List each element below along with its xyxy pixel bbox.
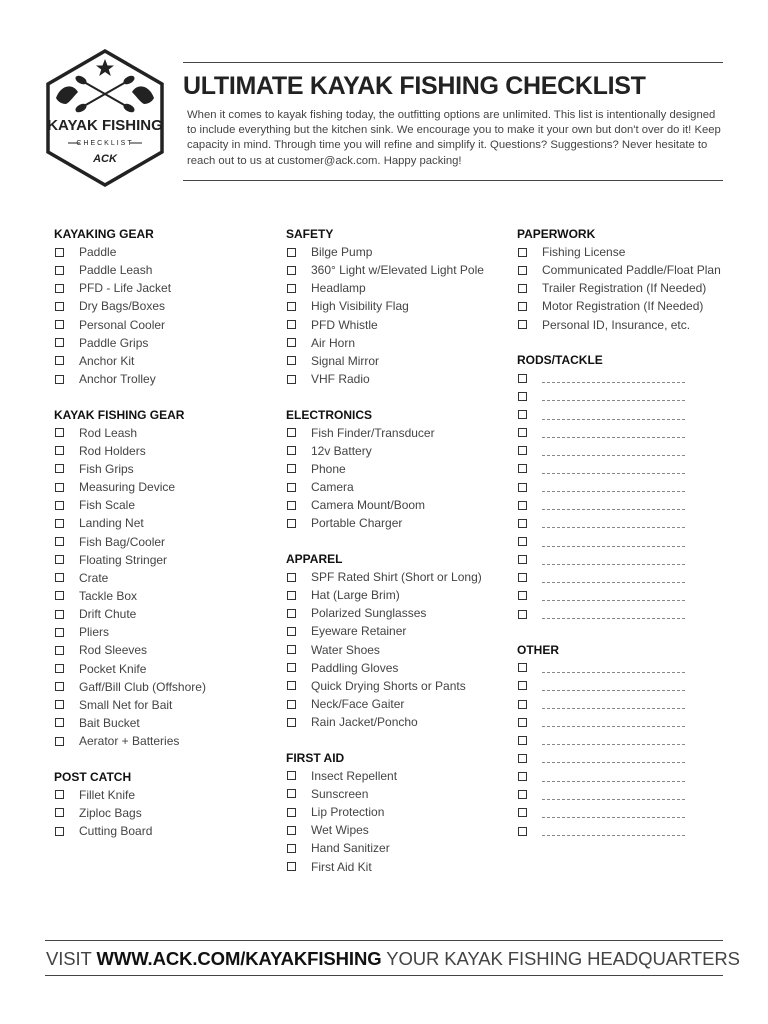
blank-write-in-line[interactable] [542,835,685,836]
blank-write-in-line[interactable] [542,527,685,528]
checkbox[interactable] [287,771,296,780]
blank-write-in-line[interactable] [542,744,685,745]
checkbox[interactable] [518,610,527,619]
checkbox[interactable] [287,826,296,835]
checklist-item [54,696,294,714]
footer-prefix: VISIT [46,948,97,969]
checklist-item-label: High Visibility Flag [311,299,409,314]
checklist-item [286,568,526,586]
blank-write-in-line[interactable] [542,546,685,547]
checklist-item [517,659,757,677]
checklist-item-label: First Aid Kit [311,859,372,874]
checklist-item [286,442,526,460]
checkbox[interactable] [55,375,64,384]
checklist-column-1 [54,225,294,858]
header-bottom-rule [183,180,723,181]
checklist-item [517,677,757,695]
section-title: APPAREL [286,551,343,566]
checklist-item [54,678,294,696]
checklist-item-label: Fishing License [542,245,626,260]
checklist-item [286,334,526,352]
checklist-item-label: Hand Sanitizer [311,841,390,856]
checklist-item [517,261,757,279]
kayak-fishing-checklist-logo [44,48,166,188]
checkbox[interactable] [55,555,64,564]
checkbox[interactable] [55,700,64,709]
checkbox[interactable] [287,519,296,528]
checklist-item-label: Personal Cooler [79,317,166,332]
checklist-item [286,677,526,695]
section-title: RODS/TACKLE [517,353,603,368]
checklist-item [286,857,526,875]
checklist-item [54,334,294,352]
blank-write-in-line[interactable] [542,672,685,673]
checklist-item-label: Headlamp [311,281,366,296]
blank-write-in-line[interactable] [542,419,685,420]
checkbox[interactable] [55,646,64,655]
checklist-item [54,424,294,442]
checkbox[interactable] [518,501,527,510]
checklist-item-label: Neck/Face Gaiter [311,697,405,712]
checklist-item [54,623,294,641]
checklist-item-label: Pliers [79,625,110,640]
checklist-section [286,406,526,533]
checklist-item-label: Rod Leash [79,425,138,440]
checkbox[interactable] [55,266,64,275]
blank-write-in-line[interactable] [542,564,685,565]
checklist-item [286,243,526,261]
checklist-item [517,460,757,478]
checklist-item-label: Cutting Board [79,824,153,838]
checkbox[interactable] [287,375,296,384]
checklist-item [517,478,757,496]
checkbox[interactable] [287,591,296,600]
checkbox[interactable] [518,320,527,329]
checklist-item [54,243,294,261]
checklist-item [54,551,294,569]
section-title: KAYAK FISHING GEAR [54,407,185,422]
checkbox[interactable] [55,610,64,619]
footer-url-link[interactable]: WWW.ACK.COM/KAYAKFISHING [96,948,382,969]
checklist-item-label: PFD - Life Jacket [79,281,172,296]
checklist-item [54,605,294,623]
blank-write-in-line[interactable] [542,708,685,709]
checkbox[interactable] [287,356,296,365]
checklist-item [286,460,526,478]
checkbox[interactable] [287,700,296,709]
checkbox[interactable] [55,808,64,817]
checkbox[interactable] [518,464,527,473]
checkbox[interactable] [55,356,64,365]
checklist-item [54,297,294,315]
checklist-item-label: Fish Bag/Cooler [79,534,166,549]
checklist-item [517,695,757,713]
checkbox[interactable] [518,700,527,709]
checklist-item [517,279,757,297]
checklist-section [286,550,526,731]
checkbox[interactable] [55,320,64,329]
checklist-item-label: Paddling Gloves [311,660,399,675]
checklist-item [286,641,526,659]
checkbox[interactable] [518,736,527,745]
checklist-item-label: Communicated Paddle/Float Plan [542,263,721,278]
checklist-item [517,405,757,423]
checkbox[interactable] [518,808,527,817]
checkbox[interactable] [518,519,527,528]
checklist-item [54,714,294,732]
checklist-item [517,605,757,623]
checklist-item [54,514,294,532]
checklist-item [286,424,526,442]
checkbox[interactable] [287,862,296,871]
checklist-item-label: Pocket Knife [79,661,147,676]
section-title: POST CATCH [54,769,132,784]
checklist-item [54,804,294,822]
blank-write-in-line[interactable] [542,762,685,763]
checkbox[interactable] [55,718,64,727]
checklist-item [54,352,294,370]
checklist-item [517,442,757,460]
checkbox[interactable] [55,790,64,799]
checkbox[interactable] [518,827,527,836]
checklist-item [286,767,526,785]
checkbox[interactable] [518,663,527,672]
checklist-item-label: Portable Charger [311,516,403,531]
checkbox[interactable] [287,483,296,492]
checklist-item-label: Fish Scale [79,498,136,513]
checkbox[interactable] [55,464,64,473]
checklist-item [517,514,757,532]
checkbox[interactable] [55,501,64,510]
checklist-item-label: 12v Battery [311,443,372,458]
checklist-item [54,659,294,677]
checklist-item [517,713,757,731]
section-title: FIRST AID [286,750,345,765]
checklist-item [286,478,526,496]
checklist-item-label: Bait Bucket [79,715,140,730]
logo-brand-text: ACK [93,153,117,165]
checklist-item [286,586,526,604]
checklist-item-label: Motor Registration (If Needed) [542,299,704,314]
checklist-item-label: Gaff/Bill Club (Offshore) [79,679,206,694]
checklist-item [54,822,294,840]
checklist-section [517,641,757,840]
checklist-item-label: Personal ID, Insurance, etc. [542,317,691,332]
checklist-item [517,243,757,261]
checklist-item-label: Sunscreen [311,786,369,801]
checkbox[interactable] [55,446,64,455]
checkbox[interactable] [287,627,296,636]
checkbox[interactable] [287,808,296,817]
checklist-item [54,370,294,388]
checklist-item [517,822,757,840]
checkbox[interactable] [518,591,527,600]
logo-subtitle-text: CHECKLIST [76,140,134,147]
checkbox[interactable] [55,248,64,257]
checklist-section [286,225,526,388]
checklist-item-label: Aerator + Batteries [79,734,180,749]
checklist-item [54,786,294,804]
checklist-section [54,225,294,388]
checklist-item-label: Ziploc Bags [79,805,142,820]
checklist-item [54,316,294,334]
checkbox[interactable] [55,737,64,746]
checklist-item [517,532,757,550]
checkbox[interactable] [55,682,64,691]
checklist-item [517,786,757,804]
checklist-item-label: VHF Radio [311,372,370,387]
checklist-item-label: Fish Finder/Transducer [311,425,435,440]
checklist-item [286,352,526,370]
checkbox[interactable] [518,410,527,419]
blank-write-in-line[interactable] [542,600,685,601]
checklist-item [286,261,526,279]
checkbox[interactable] [287,302,296,311]
blank-write-in-line[interactable] [542,400,685,401]
checklist-item-label: Paddle Leash [79,263,153,278]
checkbox[interactable] [287,501,296,510]
checkbox[interactable] [55,628,64,637]
section-title: PAPERWORK [517,227,596,241]
checkbox[interactable] [55,519,64,528]
checklist-item-label: 360° Light w/Elevated Light Pole [311,263,484,278]
checkbox[interactable] [287,718,296,727]
checklist-item-label: Anchor Trolley [79,372,156,387]
checklist-item-label: Bilge Pump [311,245,373,260]
checklist-item-label: Landing Net [79,516,144,531]
blank-write-in-line[interactable] [542,437,685,438]
checkbox[interactable] [55,338,64,347]
checklist-item [54,496,294,514]
checklist-item-label: Water Shoes [311,642,380,657]
checklist-item [54,460,294,478]
checkbox[interactable] [518,374,527,383]
blank-write-in-line[interactable] [542,781,685,782]
checklist-item [286,839,526,857]
checklist-item [54,569,294,587]
checklist-item [54,442,294,460]
checklist-item-label: Rain Jacket/Poncho [311,715,418,730]
checkbox[interactable] [518,772,527,781]
checkbox[interactable] [55,284,64,293]
blank-write-in-line[interactable] [542,726,685,727]
checklist-item [517,424,757,442]
footer-top-rule [45,940,723,941]
blank-write-in-line[interactable] [542,382,685,383]
checkbox[interactable] [518,302,527,311]
checkbox[interactable] [518,483,527,492]
blank-write-in-line[interactable] [542,473,685,474]
blank-write-in-line[interactable] [542,455,685,456]
checkbox[interactable] [287,320,296,329]
checklist-item [54,587,294,605]
checkbox[interactable] [518,718,527,727]
checklist-item-label: Fillet Knife [79,787,136,802]
checkbox[interactable] [518,790,527,799]
checkbox[interactable] [287,789,296,798]
checklist-item-label: Hat (Large Brim) [311,588,400,603]
checklist-item [54,732,294,750]
checklist-item [517,731,757,749]
checkbox[interactable] [55,591,64,600]
checklist-item [54,641,294,659]
checkbox[interactable] [287,573,296,582]
blank-write-in-line[interactable] [542,618,685,619]
checkbox[interactable] [55,573,64,582]
page-title: ULTIMATE KAYAK FISHING CHECKLIST [183,72,646,100]
checklist-item [517,587,757,605]
checklist-item-label: Dry Bags/Boxes [79,299,166,314]
checklist-item-label: Eyeware Retainer [311,624,407,639]
checklist-item-label: SPF Rated Shirt (Short or Long) [311,570,482,585]
checklist-item-label: Lip Protection [311,805,385,820]
checklist-item [517,551,757,569]
section-title: SAFETY [286,227,334,241]
checkbox[interactable] [518,428,527,437]
footer-bottom-rule [45,975,723,976]
checklist-column-3 [517,225,757,858]
checkbox[interactable] [287,464,296,473]
checklist-item-label: Air Horn [311,335,356,350]
checklist-item [286,821,526,839]
checkbox[interactable] [518,446,527,455]
checklist-item [54,279,294,297]
footer-banner [46,948,740,970]
checkbox[interactable] [287,446,296,455]
checklist-item-label: Quick Drying Shorts or Pants [311,678,466,693]
checkbox[interactable] [287,248,296,257]
blank-write-in-line[interactable] [542,817,685,818]
checklist-item [54,478,294,496]
checklist-item-label: Signal Mirror [311,353,380,368]
checklist-item-label: Anchor Kit [79,353,135,368]
checkbox[interactable] [287,645,296,654]
checklist-item [517,804,757,822]
checklist-item [286,496,526,514]
checklist-item-label: Crate [79,570,109,585]
checklist-item [54,532,294,550]
checklist-item [286,713,526,731]
checklist-item [517,749,757,767]
checkbox[interactable] [287,266,296,275]
blank-write-in-line[interactable] [542,491,685,492]
checklist-item [286,604,526,622]
checklist-item-label: Wet Wipes [311,823,369,838]
checklist-item [286,370,526,388]
checklist-item-label: Trailer Registration (If Needed) [542,281,707,296]
footer-suffix: YOUR KAYAK FISHING HEADQUARTERS [381,948,740,969]
section-title: ELECTRONICS [286,407,373,422]
checklist-section [286,749,526,876]
checklist-item-label: Paddle [79,245,117,260]
header-top-rule [183,62,723,63]
checklist-item [286,785,526,803]
checklist-item [286,659,526,677]
checklist-section [517,351,757,623]
section-title: KAYAKING GEAR [54,227,154,241]
checklist-section [54,768,294,840]
checklist-item-label: Camera [311,480,354,495]
checklist-item [286,279,526,297]
section-title: OTHER [517,642,559,657]
logo-title-text: KAYAK FISHING [47,117,163,134]
checklist-item-label: Floating Stringer [79,552,168,567]
checklist-section [54,406,294,751]
checklist-item-label: Camera Mount/Boom [311,498,426,513]
checkbox[interactable] [55,827,64,836]
checkbox[interactable] [518,248,527,257]
checkbox[interactable] [518,537,527,546]
checklist-item [517,387,757,405]
intro-paragraph: When it comes to kayak fishing today, the outfitting options are unlimited. This list is intentionally designed to include everything but the kitchen sink. We encourage you to make it your own but don't over do it! Keep capacity in mind. Through time you will refine and simplify it. Questions? Suggestions? Never hesitate to reach out to us at customer@ack.com. Happy packing! [187,109,721,167]
checkbox[interactable] [518,754,527,763]
checklist-item [517,768,757,786]
checklist-item-label: Paddle Grips [79,335,149,350]
checkbox[interactable] [287,428,296,437]
checklist-item [517,316,757,334]
checkbox[interactable] [287,609,296,618]
checkbox[interactable] [287,844,296,853]
checkbox[interactable] [518,266,527,275]
checklist-item [286,514,526,532]
checkbox[interactable] [55,483,64,492]
checkbox[interactable] [55,664,64,673]
checklist-item-label: Small Net for Bait [79,697,173,712]
checkbox[interactable] [55,302,64,311]
checklist-section [517,225,757,334]
checkbox[interactable] [518,681,527,690]
checklist-item-label: Insect Repellent [311,768,398,783]
checklist-item [517,369,757,387]
checkbox[interactable] [518,392,527,401]
checklist-item-label: Rod Holders [79,443,146,458]
checklist-item-label: Tackle Box [79,588,138,603]
checklist-column-2 [286,225,526,893]
checklist-item [54,261,294,279]
checklist-item-label: Polarized Sunglasses [311,606,427,621]
checklist-item [286,622,526,640]
checklist-item [286,803,526,821]
checklist-item-label: Phone [311,461,346,476]
checkbox[interactable] [287,338,296,347]
checklist-item [517,496,757,514]
checklist-item [286,297,526,315]
checklist-item [517,297,757,315]
checklist-item-label: Rod Sleeves [79,643,148,658]
blank-write-in-line[interactable] [542,509,685,510]
checklist-item [286,695,526,713]
checkbox[interactable] [518,555,527,564]
checkbox[interactable] [287,681,296,690]
checklist-item-label: PFD Whistle [311,317,378,332]
checkbox[interactable] [55,537,64,546]
blank-write-in-line[interactable] [542,582,685,583]
checkbox[interactable] [55,428,64,437]
checklist-item [517,569,757,587]
checkbox[interactable] [287,284,296,293]
checkbox[interactable] [287,663,296,672]
checklist-item-label: Fish Grips [79,461,134,476]
checklist-item-label: Measuring Device [79,480,176,495]
checklist-item [286,316,526,334]
blank-write-in-line[interactable] [542,799,685,800]
checklist-item-label: Drift Chute [79,607,137,622]
checkbox[interactable] [518,284,527,293]
blank-write-in-line[interactable] [542,690,685,691]
checkbox[interactable] [518,573,527,582]
